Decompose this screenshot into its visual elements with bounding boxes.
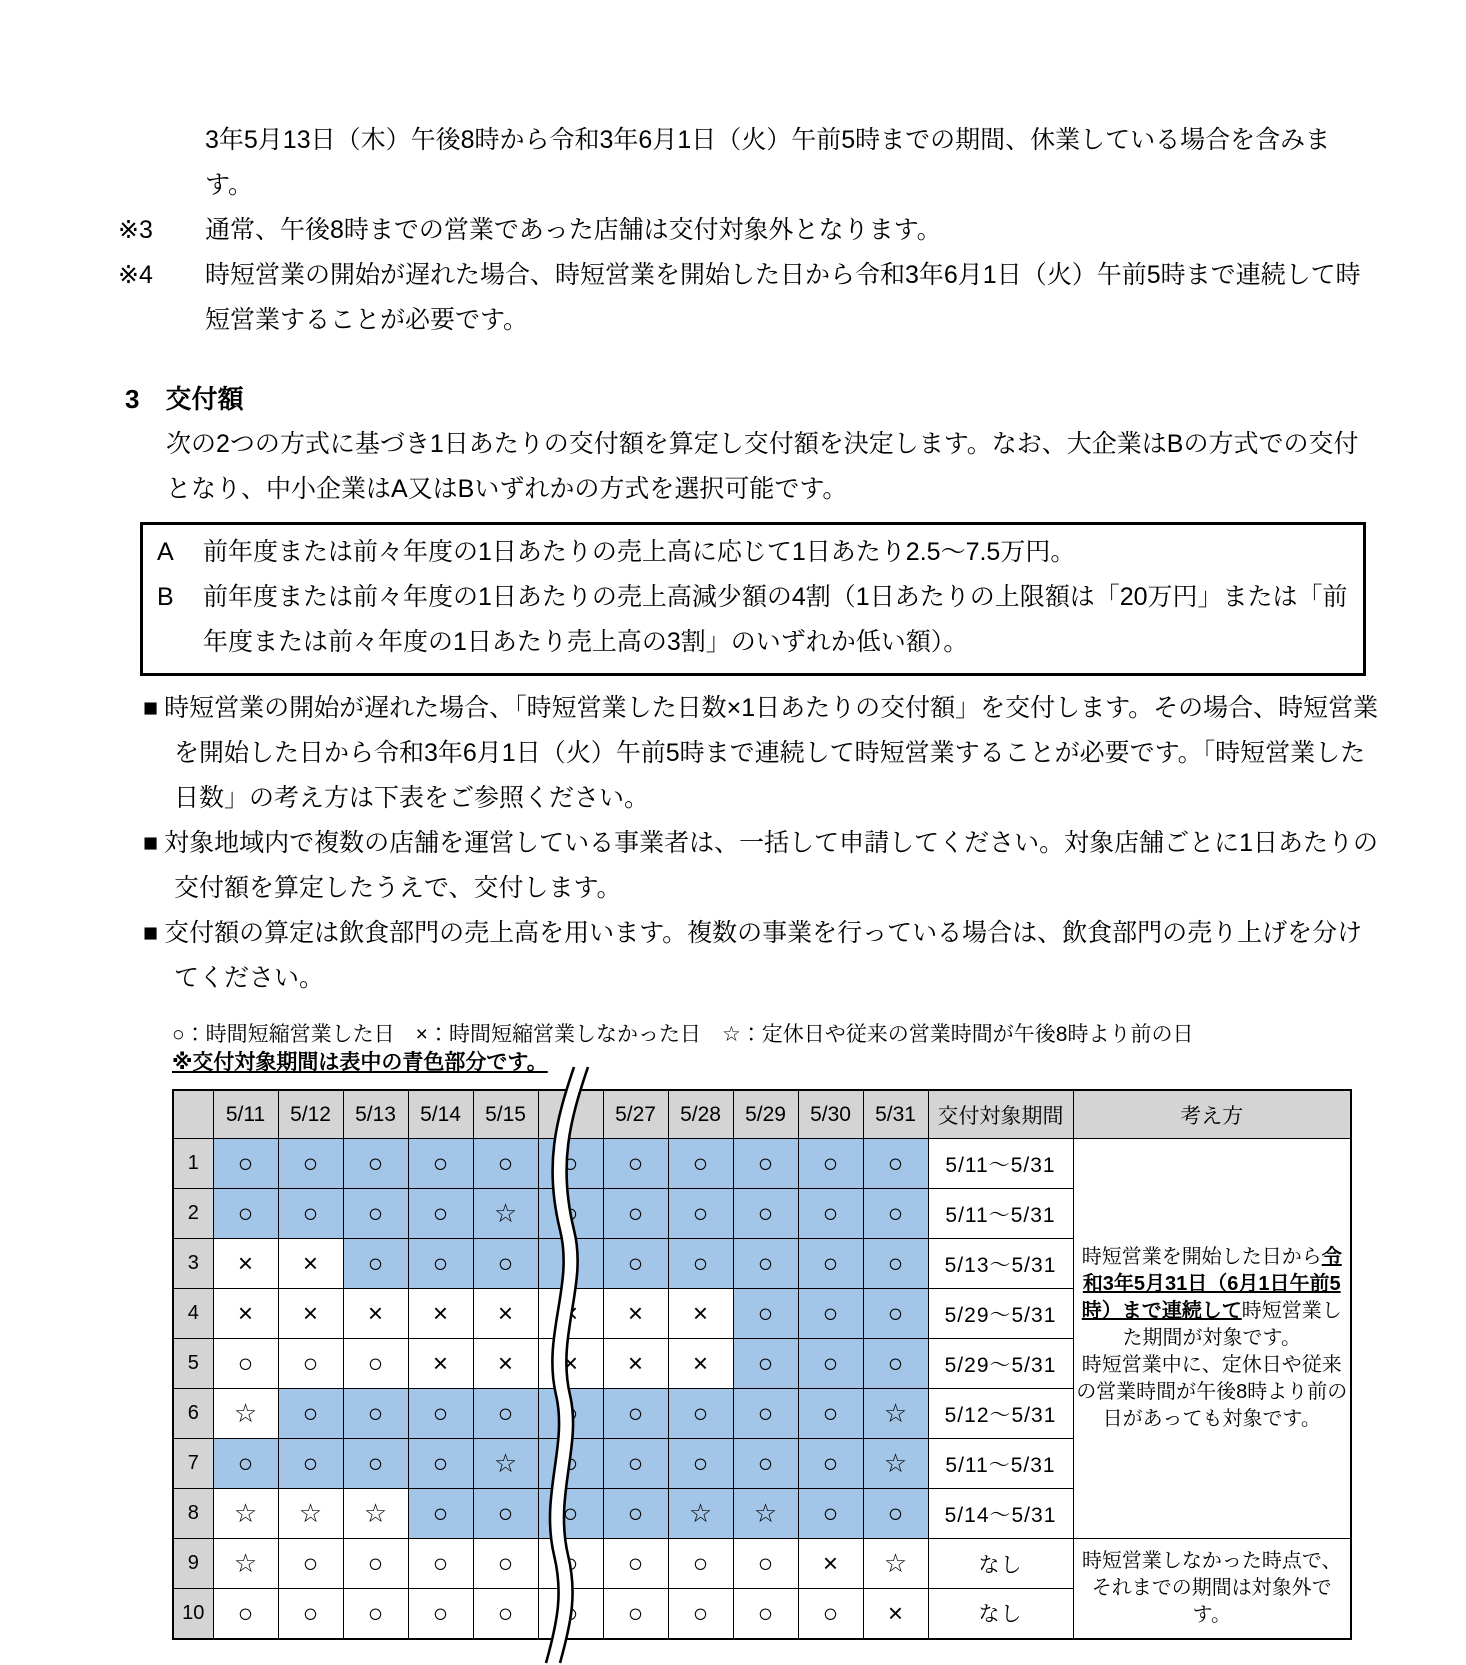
bullet-2-text: 対象地域内で複数の店舗を運営している事業者は、一括して申請してください。対象店舗ごとに1日あたりの交付額を算定したうえで、交付します。 <box>164 829 1379 902</box>
day-cell: ○ <box>408 1189 473 1239</box>
day-cell: ○ <box>603 1389 668 1439</box>
day-cell: ○ <box>603 1539 668 1589</box>
period-cell: 5/29～5/31 <box>928 1339 1073 1389</box>
day-cell: ○ <box>733 1239 798 1289</box>
concept-top-para2: 時短営業中に、定休日や従来の営業時間が午後8時より前の日があっても対象です。 <box>1076 1354 1348 1430</box>
day-cell: ○ <box>408 1589 473 1639</box>
day-cell: ☆ <box>733 1489 798 1539</box>
day-cell: ○ <box>213 1339 278 1389</box>
corner-header-cell <box>173 1090 213 1139</box>
day-cell: ○ <box>473 1539 538 1589</box>
day-cell: ○ <box>798 1489 863 1539</box>
schedule-table <box>172 1089 1352 1640</box>
day-cell: ○ <box>213 1589 278 1639</box>
day-cell: ○ <box>668 1589 733 1639</box>
day-cell: ○ <box>798 1439 863 1489</box>
date-header-cell: 5/30 <box>798 1090 863 1139</box>
day-cell: ○ <box>668 1139 733 1189</box>
bullet-item-1 <box>143 686 1381 821</box>
day-cell: ☆ <box>863 1389 928 1439</box>
day-cell: ○ <box>538 1589 603 1639</box>
day-cell: ☆ <box>213 1389 278 1439</box>
day-cell: ○ <box>798 1589 863 1639</box>
concept-header-cell: 考え方 <box>1073 1090 1351 1139</box>
bullet-1-text: 時短営業の開始が遅れた場合、「時短営業した日数×1日あたりの交付額」を交付します。その場合、時短営業を開始した日から令和3年6月1日（火）午前5時まで連続して時短営業することが必要です。「時短営業した日数」の考え方は下表をご参照ください。 <box>164 694 1379 812</box>
day-cell: ○ <box>733 1539 798 1589</box>
method-box <box>140 522 1366 676</box>
day-cell: ○ <box>408 1389 473 1439</box>
bullet-item-2 <box>143 821 1381 911</box>
day-cell: ○ <box>863 1239 928 1289</box>
bullet-marker: ■ <box>143 829 165 857</box>
day-cell: ○ <box>733 1589 798 1639</box>
day-cell: × <box>408 1289 473 1339</box>
day-cell: × <box>408 1339 473 1389</box>
day-cell: ○ <box>278 1439 343 1489</box>
day-cell: ○ <box>278 1139 343 1189</box>
day-cell: ○ <box>278 1539 343 1589</box>
bullet-marker: ■ <box>143 694 165 722</box>
date-header-cell: 5/15 <box>473 1090 538 1139</box>
day-cell: ○ <box>343 1139 408 1189</box>
hidden-date-header-cell <box>538 1090 603 1139</box>
day-cell: × <box>538 1289 603 1339</box>
day-cell: ○ <box>408 1439 473 1489</box>
concept-cell-top <box>1073 1139 1351 1539</box>
day-cell: ☆ <box>343 1489 408 1539</box>
day-cell: ○ <box>733 1389 798 1439</box>
row-number-cell: 10 <box>173 1589 213 1639</box>
day-cell: ☆ <box>473 1189 538 1239</box>
day-cell: ☆ <box>863 1439 928 1489</box>
bullet-3-text: 交付額の算定は飲食部門の売上高を用います。複数の事業を行っている場合は、飲食部門の売り上げを分けてください。 <box>164 919 1363 992</box>
day-cell: ○ <box>733 1339 798 1389</box>
day-cell: × <box>473 1289 538 1339</box>
bullet-list <box>0 686 1466 1001</box>
day-cell: ○ <box>668 1189 733 1239</box>
date-header-cell: 5/11 <box>213 1090 278 1139</box>
day-cell: × <box>863 1589 928 1639</box>
note-4 <box>118 253 1371 343</box>
day-cell: ○ <box>213 1139 278 1189</box>
day-cell: ○ <box>538 1439 603 1489</box>
day-cell: ○ <box>863 1289 928 1339</box>
day-cell: ○ <box>863 1339 928 1389</box>
period-cell: 5/14～5/31 <box>928 1489 1073 1539</box>
period-cell: なし <box>928 1539 1073 1589</box>
day-cell: ○ <box>538 1139 603 1189</box>
day-cell: ○ <box>473 1239 538 1289</box>
date-header-cell: 5/29 <box>733 1090 798 1139</box>
day-cell: ○ <box>278 1589 343 1639</box>
day-cell: ○ <box>343 1589 408 1639</box>
note-4-text: 時短営業の開始が遅れた場合、時短営業を開始した日から令和3年6月1日（火）午前5時まで連続して時短営業することが必要です。 <box>205 261 1361 334</box>
row-number-cell: 3 <box>173 1239 213 1289</box>
day-cell: × <box>603 1339 668 1389</box>
date-header-cell: 5/28 <box>668 1090 733 1139</box>
section-heading: 3 交付額 <box>125 384 244 414</box>
day-cell: ○ <box>408 1539 473 1589</box>
day-cell: ○ <box>603 1189 668 1239</box>
day-cell: ○ <box>473 1589 538 1639</box>
concept-top-pre: 時短営業を開始した日から <box>1081 1246 1322 1268</box>
period-cell: 5/11～5/31 <box>928 1139 1073 1189</box>
day-cell: × <box>278 1289 343 1339</box>
day-cell: × <box>798 1539 863 1589</box>
period-cell: 5/11～5/31 <box>928 1189 1073 1239</box>
day-cell: ○ <box>538 1489 603 1539</box>
day-cell: ○ <box>343 1239 408 1289</box>
row-number-cell: 7 <box>173 1439 213 1489</box>
day-cell: ○ <box>278 1339 343 1389</box>
day-cell: ○ <box>603 1489 668 1539</box>
day-cell: ○ <box>603 1139 668 1189</box>
day-cell: ○ <box>538 1389 603 1439</box>
day-cell: ○ <box>473 1389 538 1439</box>
day-cell: ○ <box>408 1139 473 1189</box>
day-cell: ○ <box>603 1589 668 1639</box>
day-cell: ☆ <box>473 1439 538 1489</box>
date-header-cell: 5/31 <box>863 1090 928 1139</box>
method-b-label: B <box>157 583 174 611</box>
day-cell: ○ <box>668 1389 733 1439</box>
day-cell: ○ <box>863 1189 928 1239</box>
day-cell: ○ <box>343 1439 408 1489</box>
day-cell: × <box>668 1289 733 1339</box>
row-number-cell: 6 <box>173 1389 213 1439</box>
table-header-row <box>173 1090 1351 1139</box>
intro-paragraph: 3年5月13日（木）午後8時から令和3年6月1日（火）午前5時までの期間、休業している場合を含みます。 <box>205 126 1331 199</box>
method-row-a <box>151 530 1351 575</box>
day-cell: ○ <box>213 1439 278 1489</box>
day-cell: × <box>473 1339 538 1389</box>
day-cell: ○ <box>798 1289 863 1339</box>
day-cell: ☆ <box>213 1489 278 1539</box>
day-cell: ○ <box>473 1489 538 1539</box>
note-3-marker: ※3 <box>118 216 153 244</box>
day-cell: ○ <box>603 1439 668 1489</box>
note-4-marker: ※4 <box>118 261 153 289</box>
note-3-text: 通常、午後8時までの営業であった店舗は交付対象外となります。 <box>205 216 942 244</box>
day-cell: ○ <box>408 1489 473 1539</box>
legend-note: ※交付対象期間は表中の青色部分です。 <box>172 1051 548 1074</box>
bullet-marker: ■ <box>143 919 165 947</box>
method-a-text: 前年度または前々年度の1日あたりの売上高に応じて1日あたり2.5～7.5万円。 <box>203 538 1076 566</box>
day-cell: × <box>343 1289 408 1339</box>
day-cell: × <box>603 1289 668 1339</box>
day-cell: ○ <box>798 1189 863 1239</box>
day-cell: ○ <box>733 1439 798 1489</box>
day-cell: ○ <box>798 1389 863 1439</box>
day-cell: × <box>278 1239 343 1289</box>
day-cell: × <box>213 1239 278 1289</box>
row-number-cell: 9 <box>173 1539 213 1589</box>
method-b-text: 前年度または前々年度の1日あたりの売上高減少額の4割（1日あたりの上限額は「20万円」または「前年度または前々年度の1日あたり売上高の3割」のいずれか低い額）。 <box>203 583 1348 656</box>
row-number-cell: 4 <box>173 1289 213 1339</box>
period-cell: なし <box>928 1589 1073 1639</box>
legend <box>172 1021 1466 1077</box>
legend-symbols: ○：時間短縮営業した日 ×：時間短縮営業しなかった日 ☆：定休日や従来の営業時間が午後8時より前の日 <box>172 1023 1194 1046</box>
day-cell: ○ <box>278 1389 343 1439</box>
row-number-cell: 1 <box>173 1139 213 1189</box>
day-cell: × <box>213 1289 278 1339</box>
day-cell: ○ <box>603 1239 668 1289</box>
day-cell: ○ <box>733 1289 798 1339</box>
day-cell: ○ <box>798 1139 863 1189</box>
period-cell: 5/12～5/31 <box>928 1389 1073 1439</box>
concept-top-emphasis: 令和3年5月31日（6月1日午前5時）まで連続して <box>1081 1246 1342 1322</box>
day-cell: ○ <box>343 1339 408 1389</box>
bullet-item-3 <box>143 911 1381 1001</box>
day-cell: ○ <box>538 1239 603 1289</box>
day-cell: ○ <box>343 1539 408 1589</box>
day-cell: ○ <box>668 1239 733 1289</box>
day-cell: ○ <box>668 1539 733 1589</box>
day-cell: ☆ <box>668 1489 733 1539</box>
day-cell: ○ <box>343 1389 408 1439</box>
day-cell: ○ <box>213 1189 278 1239</box>
day-cell: ○ <box>538 1539 603 1589</box>
day-cell: × <box>668 1339 733 1389</box>
day-cell: ○ <box>798 1339 863 1389</box>
note-3 <box>118 208 1371 253</box>
row-number-cell: 5 <box>173 1339 213 1389</box>
row-number-cell: 8 <box>173 1489 213 1539</box>
day-cell: ○ <box>538 1189 603 1239</box>
period-header-cell: 交付対象期間 <box>928 1090 1073 1139</box>
day-cell: ☆ <box>278 1489 343 1539</box>
date-header-cell: 5/13 <box>343 1090 408 1139</box>
day-cell: ○ <box>408 1239 473 1289</box>
row-number-cell: 2 <box>173 1189 213 1239</box>
day-cell: ○ <box>278 1189 343 1239</box>
day-cell: ○ <box>863 1139 928 1189</box>
table-row <box>173 1539 1351 1589</box>
table-row <box>173 1139 1351 1189</box>
period-cell: 5/11～5/31 <box>928 1439 1073 1489</box>
method-row-b <box>151 575 1351 665</box>
period-cell: 5/13～5/31 <box>928 1239 1073 1289</box>
day-cell: ☆ <box>213 1539 278 1589</box>
day-cell: ○ <box>733 1139 798 1189</box>
day-cell: ○ <box>733 1189 798 1239</box>
day-cell: ☆ <box>863 1539 928 1589</box>
day-cell: × <box>538 1339 603 1389</box>
date-header-cell: 5/12 <box>278 1090 343 1139</box>
date-header-cell: 5/27 <box>603 1090 668 1139</box>
concept-top-post: 時短営業した期間が対象です。 <box>1122 1300 1342 1349</box>
day-cell: ○ <box>343 1189 408 1239</box>
day-cell: ○ <box>863 1489 928 1539</box>
method-a-label: A <box>157 538 174 566</box>
day-cell: ○ <box>668 1439 733 1489</box>
period-cell: 5/29～5/31 <box>928 1289 1073 1339</box>
day-cell: ○ <box>798 1239 863 1289</box>
section-intro: 次の2つの方式に基づき1日あたりの交付額を算定し交付額を決定します。なお、大企業はBの方式での交付となり、中小企業はA又はBいずれかの方式を選択可能です。 <box>166 430 1359 503</box>
concept-cell-bottom: 時短営業しなかった時点で、それまでの期間は対象外です。 <box>1073 1539 1351 1639</box>
day-cell: ○ <box>473 1139 538 1189</box>
schedule-table-wrap <box>172 1089 1357 1640</box>
date-header-cell: 5/14 <box>408 1090 473 1139</box>
